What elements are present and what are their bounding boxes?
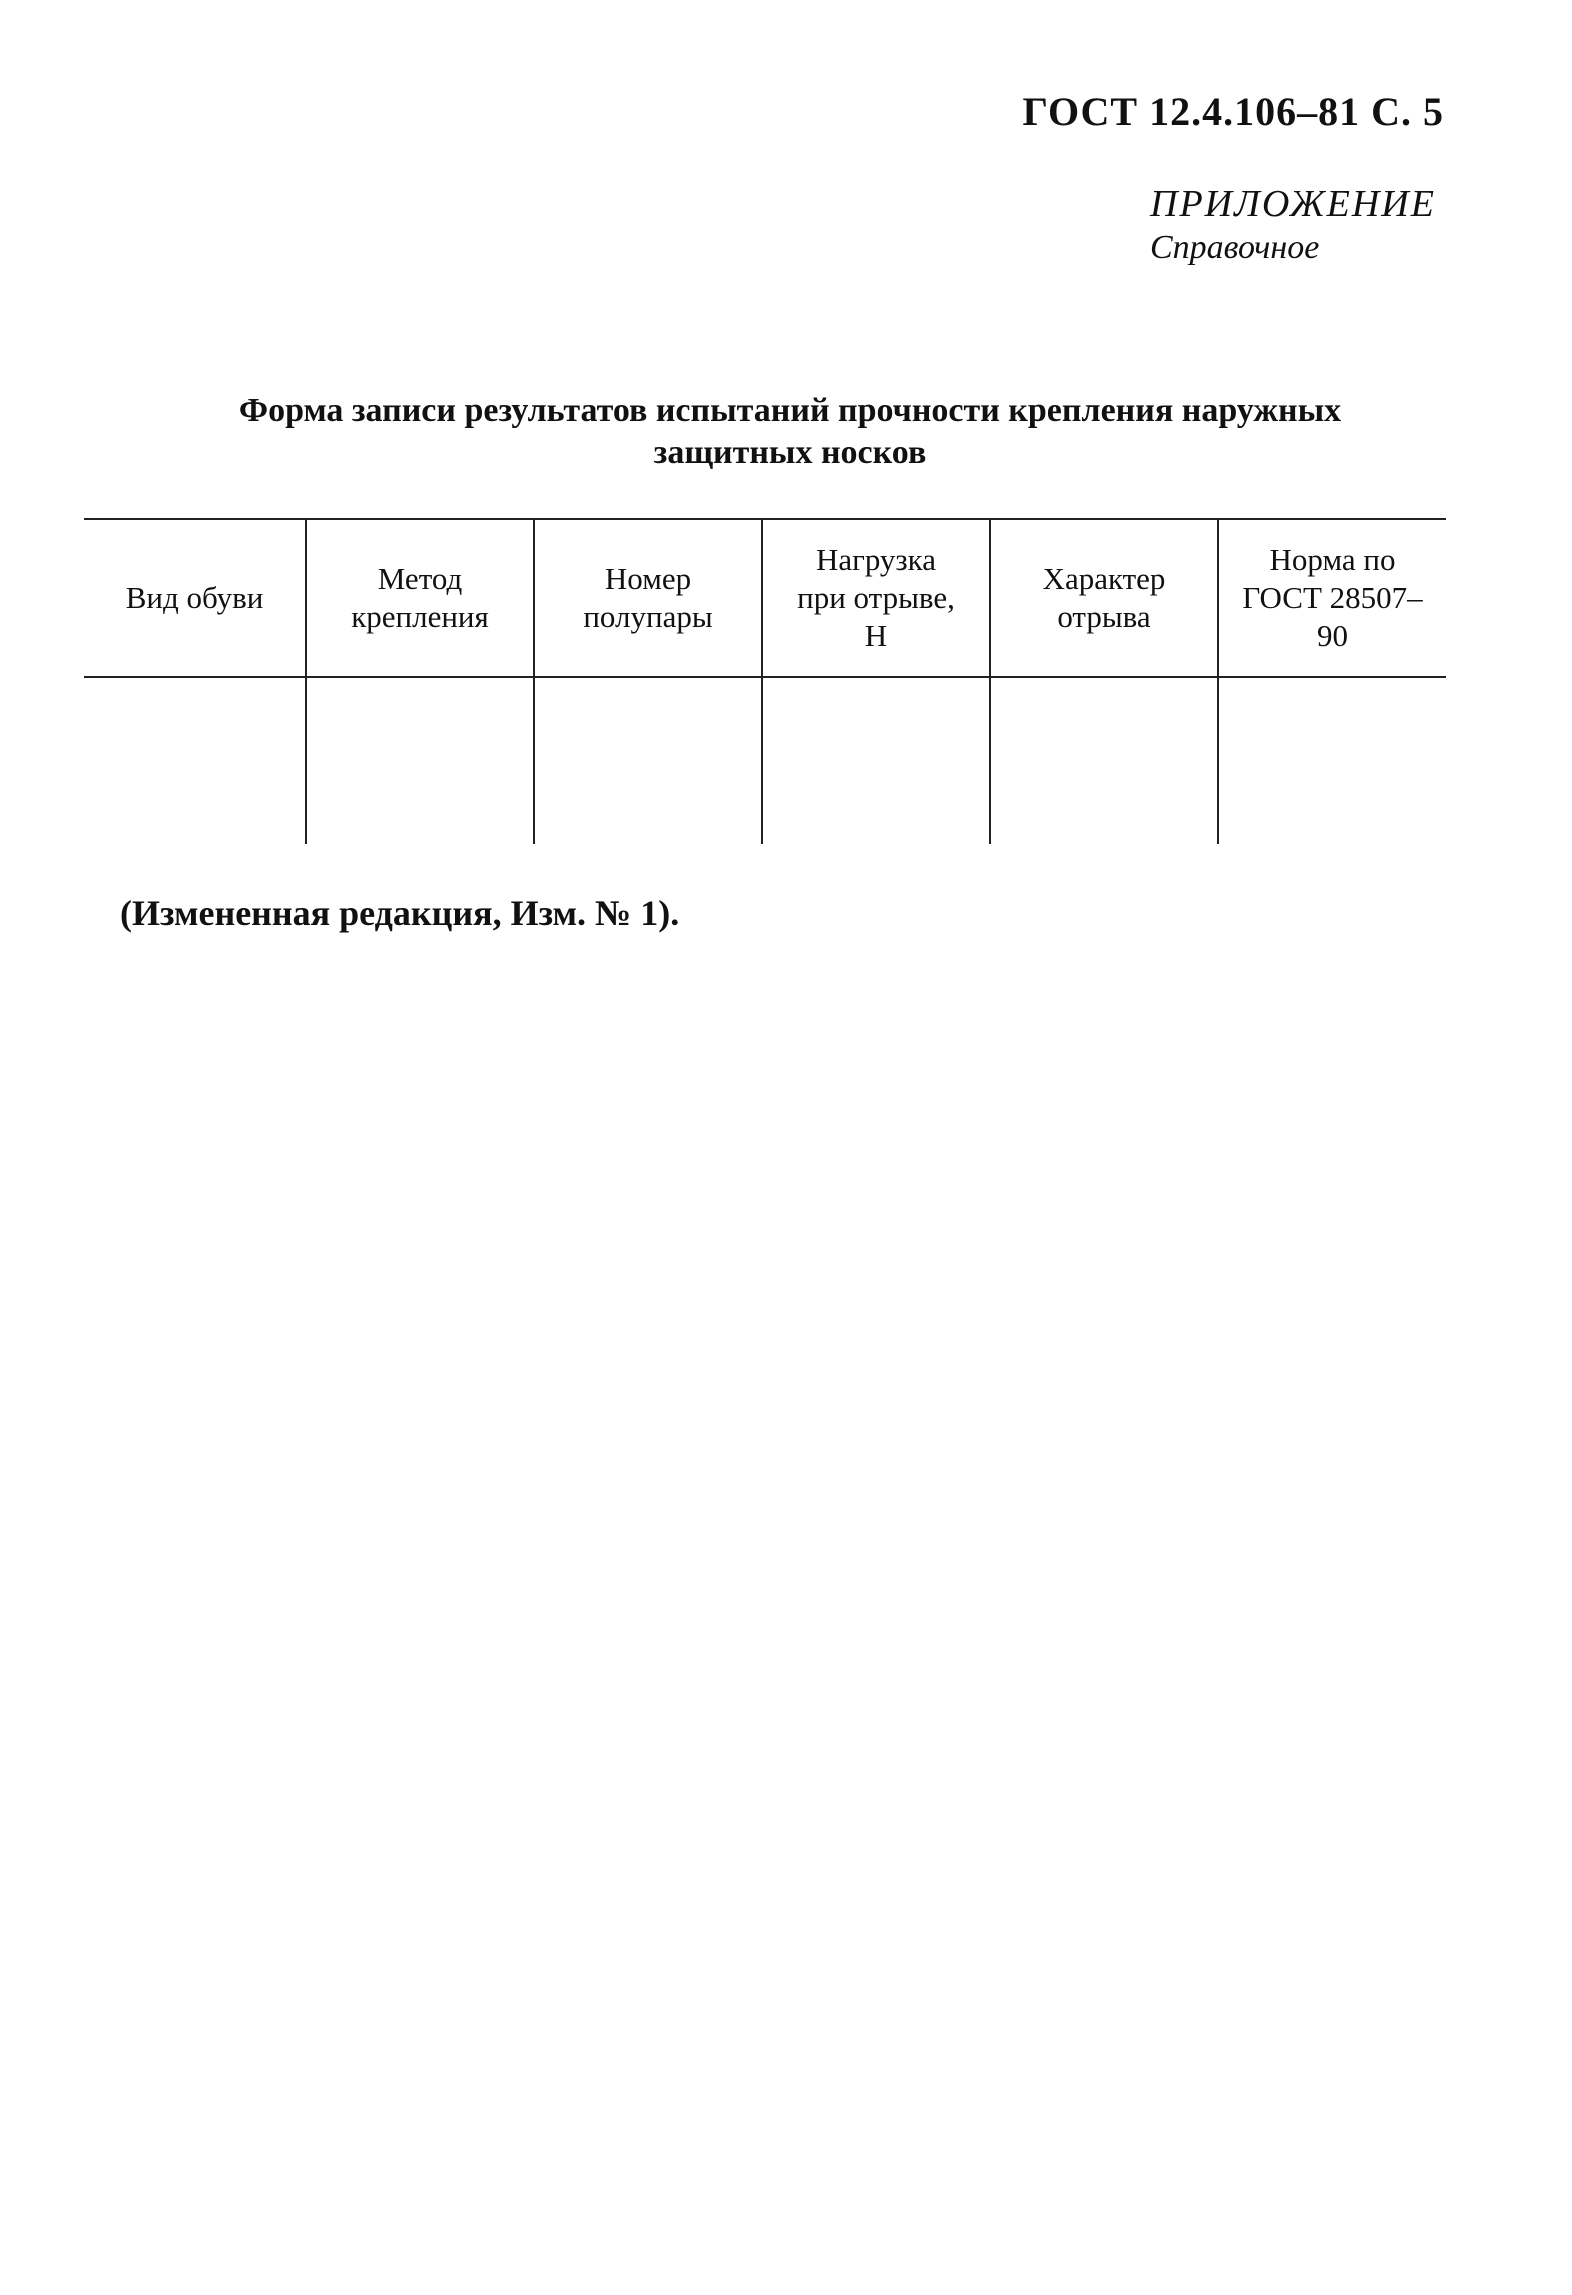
header-line: Номер <box>604 561 692 596</box>
column-header-half-pair-number <box>534 519 762 677</box>
results-table-container <box>84 518 1446 844</box>
header-line: крепления <box>351 599 489 634</box>
header-line: полупары <box>583 599 713 634</box>
table-header-row <box>84 519 1446 677</box>
column-header-footwear-type <box>84 519 306 677</box>
header-line: ГОСТ 28507– <box>1242 580 1423 615</box>
table-cell <box>534 677 762 844</box>
table-cell <box>762 677 990 844</box>
table-row <box>84 677 1446 844</box>
appendix-type: Справочное <box>1150 229 1320 266</box>
results-table <box>84 518 1446 844</box>
table-cell <box>990 677 1218 844</box>
column-header-tear-load <box>762 519 990 677</box>
form-title-line: Форма записи результатов испытаний прочности крепления наружных <box>238 392 1342 429</box>
header-line: Характер <box>1042 561 1166 596</box>
header-line: Нагрузка <box>815 542 937 577</box>
header-line: при отрыве, <box>797 580 955 615</box>
appendix-label <box>1150 182 1436 270</box>
column-header-standard-norm <box>1218 519 1446 677</box>
document-header: ГОСТ 12.4.106–81 С. 5 <box>1022 89 1444 134</box>
form-title <box>80 390 1500 474</box>
column-header-tear-character <box>990 519 1218 677</box>
header-line: отрыва <box>1057 599 1151 634</box>
header-line: Метод <box>377 561 463 596</box>
header-line: Н <box>864 618 888 653</box>
header-line: 90 <box>1317 618 1348 653</box>
table-cell <box>306 677 534 844</box>
table-cell <box>1218 677 1446 844</box>
revision-note: (Измененная редакция, Изм. № 1). <box>120 893 680 933</box>
table-cell <box>84 677 306 844</box>
header-line: Норма по <box>1269 542 1396 577</box>
appendix-title: ПРИЛОЖЕНИЕ <box>1150 183 1436 225</box>
header-line: Вид обуви <box>125 580 264 615</box>
column-header-fastening-method <box>306 519 534 677</box>
form-title-line: защитных носков <box>653 434 927 471</box>
